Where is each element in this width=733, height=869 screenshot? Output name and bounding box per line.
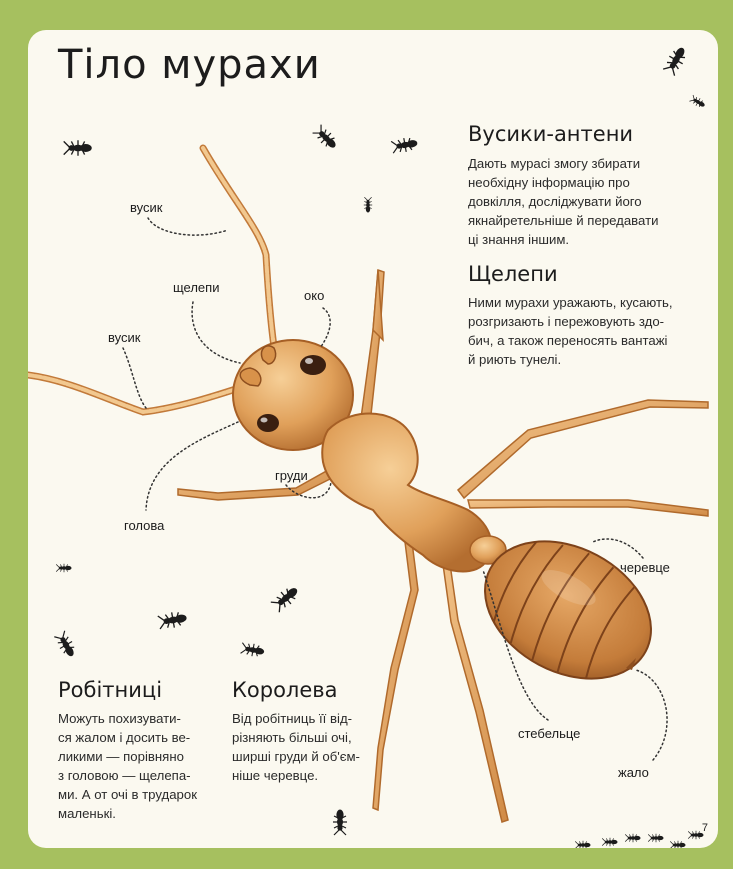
label-antenna-top: вусик [130, 200, 163, 215]
workers-text: Можуть похизувати- ся жалом і досить ве- ликими — порівняно з головою — щелепа- ми. А от очі в трударок маленькі. [58, 711, 197, 821]
antennae-text: Дають мурасі змогу збирати необхідну інформацію про довкілля, досліджувати його якнайретельніше й передавати ці знання іншим. [468, 156, 659, 247]
label-jaws: щелепи [173, 280, 220, 295]
label-head: голова [124, 518, 165, 533]
antennae-heading: Вусики-антени [468, 122, 634, 146]
label-eye: око [304, 288, 325, 303]
queen-text: Від робітниць її від- різняють більші очі, ширші груди й об'єм- ніше черевце. [232, 711, 360, 783]
queen-heading: Королева [232, 678, 338, 702]
label-antenna-left: вусик [108, 330, 141, 345]
ant-eye [300, 355, 326, 375]
page-number: 7 [701, 822, 708, 834]
workers-heading: Робітниці [58, 678, 163, 702]
jaws-text: Ними мурахи уражають, кусають, розгризають і пережовують здо- бич, а також переносять вантажі й риють тунелі. [468, 295, 673, 367]
book-page [28, 30, 718, 848]
label-thorax: груди [275, 468, 308, 483]
label-petiole: стебельце [518, 726, 581, 741]
page-title: Тіло мурахи [58, 42, 321, 88]
label-sting: жало [618, 765, 649, 780]
label-abdomen: черевце [620, 560, 670, 575]
jaws-heading: Щелепи [468, 262, 558, 286]
